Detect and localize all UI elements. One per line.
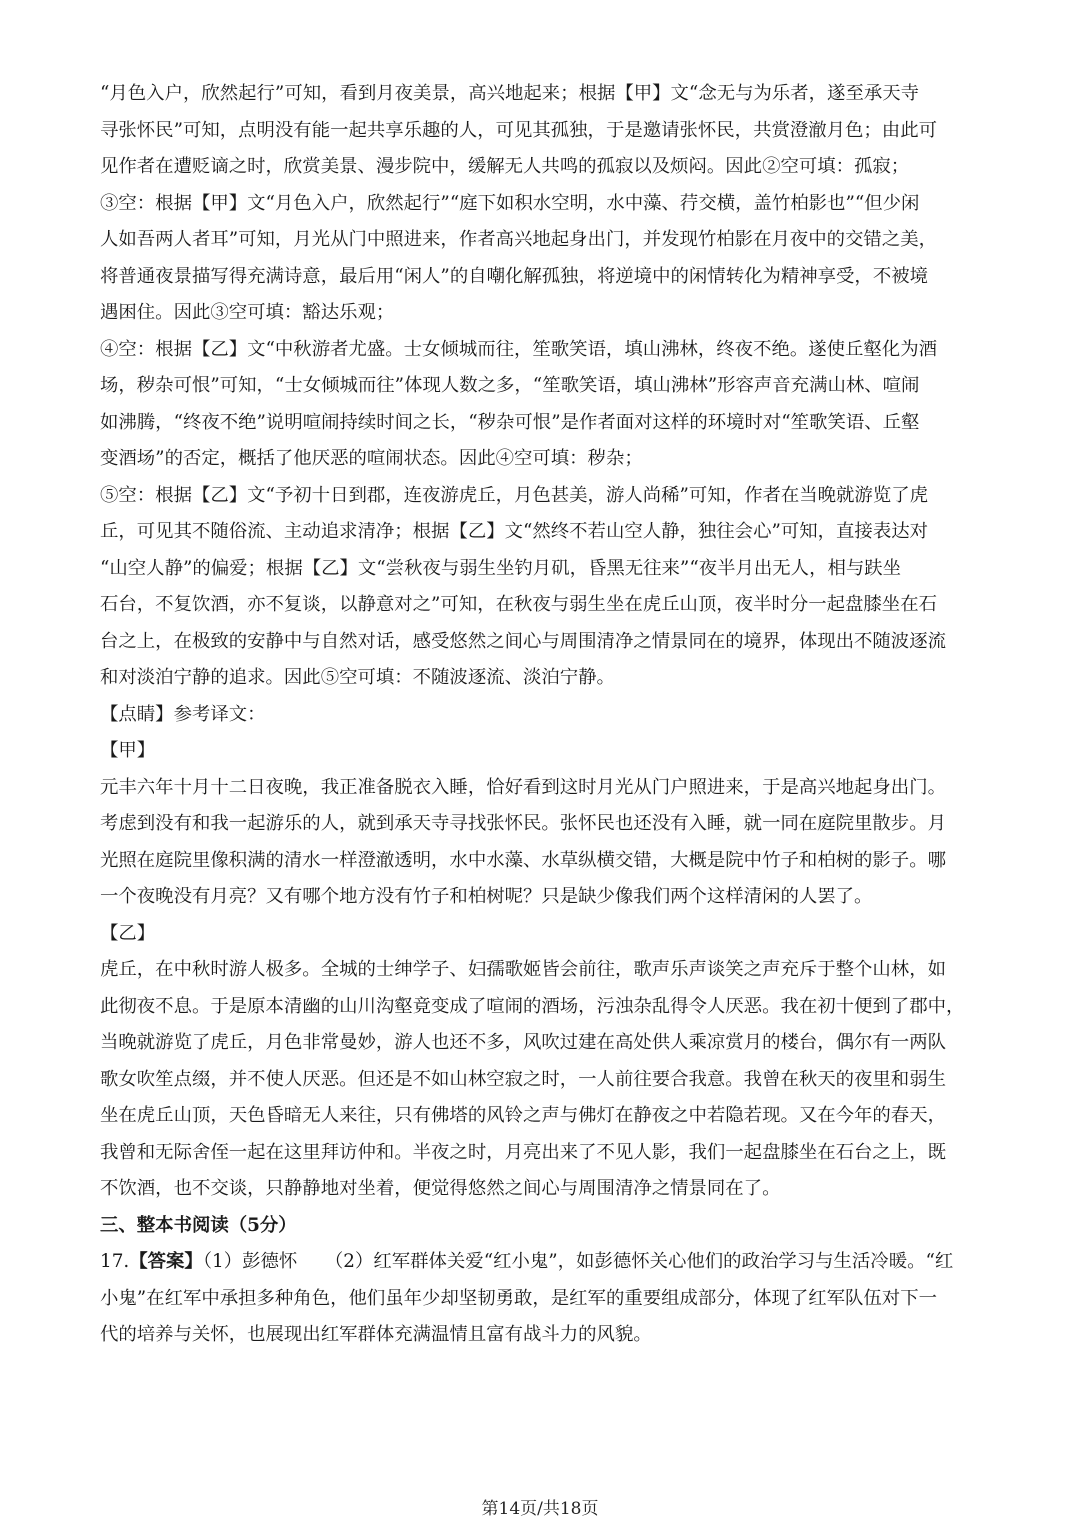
- text-line: ③空：根据【甲】文“月色入户，欣然起行”“庭下如积水空明，水中藻、荇交横，盖竹柏影也”“但少闲: [100, 192, 920, 214]
- text-line: 人如吾两人者耳”可知，月光从门中照进来，作者高兴地起身出门，并发现竹柏影在月夜中的交错之美，: [100, 229, 937, 250]
- q17-number: 17.: [100, 1251, 130, 1272]
- answer-tag: 【答案】: [129, 1251, 203, 1272]
- jia-heading: 【甲】: [100, 740, 156, 761]
- text-line: 小鬼”在红军中承担多种角色，他们虽年少却坚韧勇敢，是红军的重要组成部分，体现了红军队伍对下一: [100, 1287, 937, 1309]
- text-line: “山空人静”的偏爱；根据【乙】文“尝秋夜与弱生坐钓月矶，昏黑无往来”“夜半月出无人，相与趺坐: [100, 557, 902, 579]
- text-line: 虎丘，在中秋时游人极多。全城的士绅学子、妇孺歌姬皆会前往，歌声乐声谈笑之声充斥于整个山林，如: [100, 959, 946, 980]
- text-line: ④空：根据【乙】文“中秋游者尤盛。士女倾城而往，笙歌笑语，填山沸林，终夜不绝。遂使丘壑化为酒: [100, 338, 937, 360]
- text-line: 不饮酒，也不交谈，只静静地对坐着，便觉得悠然之间心与周围清净之情景同在了。: [100, 1178, 781, 1199]
- text-line: 光照在庭院里像积满的清水一样澄澈透明，水中水藻、水草纵横交错，大概是院中竹子和柏树的影子。哪: [100, 849, 946, 871]
- q17-answer-text: （1）彭德怀 （2）红军群体关爱“红小鬼”，如彭德怀关心他们的政治学习与生活冷暖。“红: [202, 1251, 954, 1272]
- text-line: 石台，不复饮酒，亦不复谈，以静意对之”可知，在秋夜与弱生坐在虎丘山顶，夜半时分一起盘膝坐在石: [100, 594, 937, 615]
- text-line: 坐在虎丘山顶，天色昏暗无人来往，只有佛塔的风铃之声与佛灯在静夜之中若隐若现。又在今年的春天，: [100, 1105, 946, 1126]
- text-line: ⑤空：根据【乙】文“予初十日到郡，连夜游虎丘，月色甚美，游人尚稀”可知，作者在当晚就游览了虎: [100, 484, 928, 506]
- text-line: 考虑到没有和我一起游乐的人，就到承天寺寻找张怀民。张怀民也还没有入睡，就一同在庭院里散步。月: [100, 813, 946, 834]
- text-line: 如沸腾，“终夜不绝”说明喧闹持续时间之长，“秽杂可恨”是作者面对这样的环境时对“笙歌笑语、丘壑: [100, 411, 920, 433]
- text-line: 变酒场”的否定，概括了他厌恶的喧闹状态。因此④空可填：秽杂；: [100, 448, 643, 469]
- q17-first-line: [100, 1244, 985, 1281]
- text-line: 丘，可见其不随俗流、主动追求清净；根据【乙】文“然终不若山空人静，独往会心”可知，直接表达对: [100, 521, 928, 542]
- text-line: 台之上，在极致的安静中与自然对话，感受悠然之间心与周围清净之情景同在的境界，体现出不随波逐流: [100, 630, 946, 652]
- text-line: 此彻夜不息。于是原本清幽的山川沟壑竟变成了喧闹的酒场，污浊杂乱得令人厌恶。我在初十便到了郡中，: [100, 995, 965, 1017]
- dianjing-heading: 【点睛】参考译文：: [100, 703, 266, 725]
- answer-explanation-body: [100, 76, 985, 1208]
- section-heading: 三、整本书阅读（5分）: [100, 1214, 297, 1236]
- text-line: “月色入户，欣然起行”可知，看到月夜美景，高兴地起来；根据【甲】文“念无与为乐者，遂至承天寺: [100, 83, 920, 104]
- text-line: 见作者在遭贬谪之时，欣赏美景、漫步院中，缓解无人共鸣的孤寂以及烦闷。因此②空可填：孤寂；: [100, 156, 910, 177]
- text-line: 遇困住。因此③空可填：豁达乐观；: [100, 302, 395, 323]
- text-line: 一个夜晚没有月亮？又有哪个地方没有竹子和柏树呢？只是缺少像我们两个这样清闲的人罢了。: [100, 886, 873, 907]
- text-line: 场，秽杂可恨”可知，“士女倾城而往”体现人数之多，“笙歌笑语，填山沸林”形容声音充满山林、喧闹: [100, 375, 920, 396]
- text-line: 歌女吹笙点缀，并不使人厌恶。但还是不如山林空寂之时，一人前往要合我意。我曾在秋天的夜里和弱生: [100, 1068, 946, 1090]
- text-line: 将普通夜景描写得充满诗意，最后用“闲人”的自嘲化解孤独，将逆境中的闲情转化为精神享受，不被境: [100, 265, 928, 287]
- text-line: 寻张怀民”可知，点明没有能一起共享乐趣的人，可见其孤独，于是邀请张怀民，共赏澄澈月色；由此可: [100, 119, 937, 141]
- text-line: 我曾和无际舍侄一起在这里拜访仲和。半夜之时，月亮出来了不见人影，我们一起盘膝坐在石台之上，既: [100, 1141, 946, 1163]
- text-line: 和对淡泊宁静的追求。因此⑤空可填：不随波逐流、淡泊宁静。: [100, 667, 615, 688]
- yi-heading: 【乙】: [100, 922, 156, 944]
- text-line: 当晚就游览了虎丘，月色非常曼妙，游人也还不多，风吹过建在高处供人乘凉赏月的楼台，偶尔有一两队: [100, 1032, 946, 1053]
- text-line: 代的培养与关怀，也展现出红军群体充满温情且富有战斗力的风貌。: [100, 1324, 652, 1345]
- question-17: [100, 1244, 985, 1354]
- document-page: [100, 76, 985, 1354]
- page-number-footer: 第14页/共18页: [481, 1499, 599, 1519]
- text-line: 元丰六年十月十二日夜晚，我正准备脱衣入睡，恰好看到这时月光从门户照进来，于是高兴地起身出门。: [100, 776, 946, 798]
